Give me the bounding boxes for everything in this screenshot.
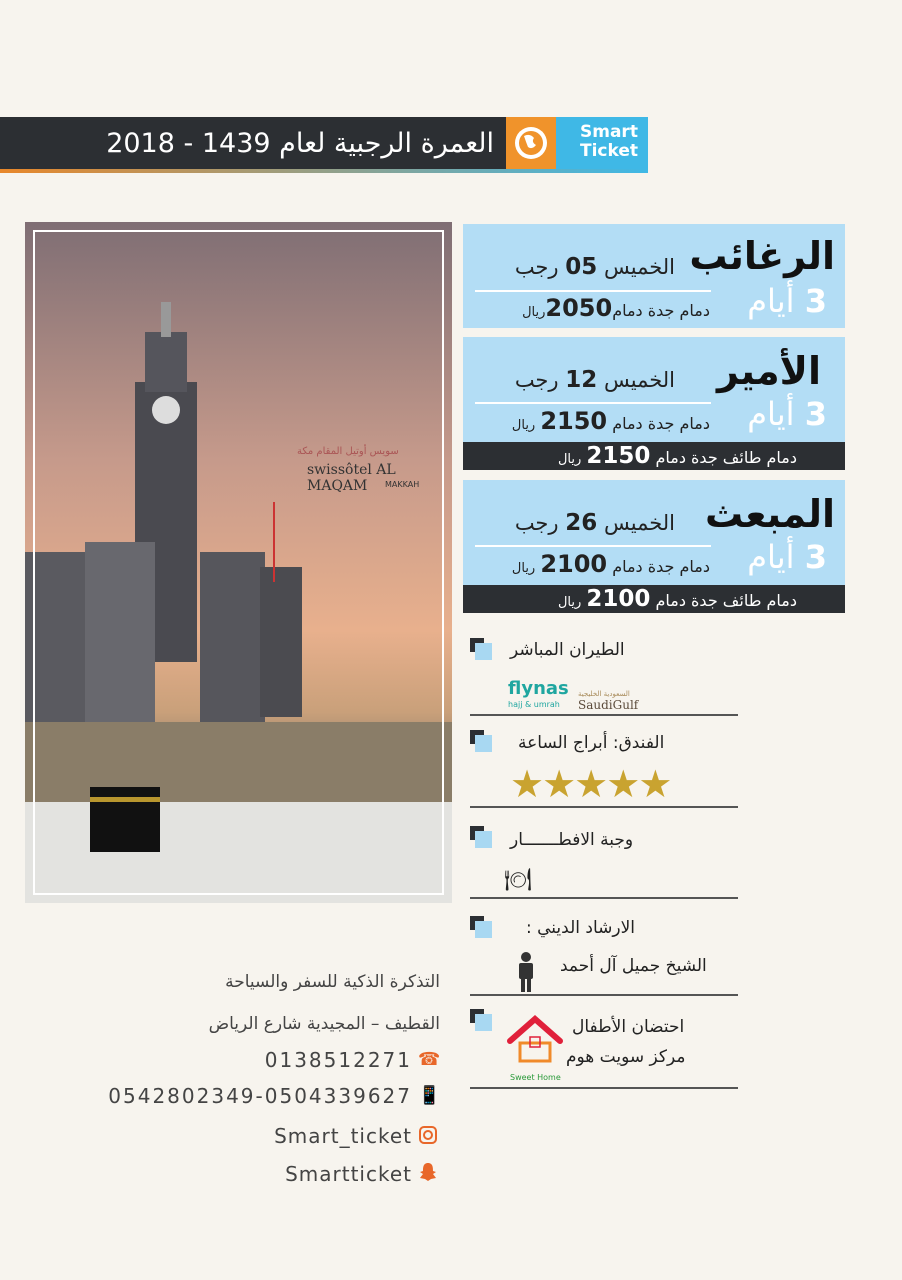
page-title: العمرة الرجبية لعام 1439 - 2018 xyxy=(106,127,494,159)
divider xyxy=(475,402,711,404)
star-icon: ★ xyxy=(574,762,607,806)
feature-title: الارشاد الديني : xyxy=(526,918,636,938)
mobile-chat-icon: 📱 xyxy=(418,1085,441,1106)
header-title-bar xyxy=(0,117,506,169)
feature-guide xyxy=(470,912,738,996)
package-price: دمام جدة دمام2050ريال xyxy=(522,294,710,322)
feature-title: الفندق: أبراج الساعة xyxy=(518,733,665,753)
package-card-alraghaib[interactable] xyxy=(463,224,845,328)
mobile-numbers[interactable]: 0542802349-0504339627 xyxy=(108,1084,412,1108)
brand-line1: Smart xyxy=(580,122,638,142)
package-name: الأمير xyxy=(717,349,821,393)
bullet-icon xyxy=(470,826,492,848)
package-price: دمام جدة دمام 2150 ريال xyxy=(511,407,710,435)
instagram-icon xyxy=(418,1126,438,1146)
package-duration: 3 أيام xyxy=(747,395,827,433)
flynas-sub: hajj & umrah xyxy=(508,700,560,709)
sweet-home-text: Sweet Home xyxy=(510,1073,561,1082)
photo-frame xyxy=(33,230,444,895)
instagram-handle[interactable]: Smart_ticket xyxy=(274,1124,412,1148)
bullet-icon xyxy=(470,638,492,660)
package-name: المبعث xyxy=(705,492,835,536)
star-icon: ★ xyxy=(542,762,575,806)
saudigulf-arabic: السعودية الخليجية xyxy=(578,690,630,698)
feature-hotel xyxy=(470,730,738,808)
feature-kids xyxy=(470,1005,738,1089)
package-date: الخميس 12 رجب xyxy=(514,367,675,393)
flynas-logo: flynas xyxy=(508,678,569,699)
divider xyxy=(475,290,711,292)
package-alt-price: دمام طائف جدة دمام 2100 ريال xyxy=(463,585,845,613)
package-date: الخميس 05 رجب xyxy=(514,254,675,280)
smart-ticket-logo xyxy=(556,117,648,169)
feature-meal xyxy=(470,822,738,899)
package-duration: 3 أيام xyxy=(747,282,827,320)
snapchat-handle[interactable]: Smartticket xyxy=(285,1162,412,1186)
hotel-arabic-name: سويس أوتيل المقام مكة xyxy=(297,446,399,457)
package-duration: 3 أيام xyxy=(747,538,827,576)
feature-flight xyxy=(470,638,738,716)
hotel-star-rating xyxy=(510,762,670,806)
phone-number[interactable]: 0138512271 xyxy=(264,1048,412,1072)
snapchat-icon xyxy=(418,1162,438,1182)
brand-line2: Ticket xyxy=(580,141,639,161)
feature-title: احتضان الأطفال xyxy=(572,1017,685,1037)
kids-center-name: مركز سويت هوم xyxy=(566,1047,686,1067)
star-icon: ★ xyxy=(606,762,639,806)
company-address: القطيف – المجيدية شارع الرياض xyxy=(208,1014,440,1034)
globe-icon xyxy=(506,117,556,169)
bullet-icon xyxy=(470,730,492,752)
cutlery-plate-icon: 🍽 xyxy=(504,868,532,893)
package-card-almabath[interactable] xyxy=(463,480,845,613)
package-alt-price: دمام طائف جدة دمام 2150 ريال xyxy=(463,442,845,470)
package-card-alameer[interactable] xyxy=(463,337,845,470)
package-name: الرغائب xyxy=(689,234,835,278)
divider xyxy=(475,545,711,547)
guide-name: الشيخ جميل آل أحمد xyxy=(560,956,707,976)
header-underline xyxy=(0,169,648,173)
telephone-icon: ☎ xyxy=(418,1049,441,1070)
star-icon: ★ xyxy=(638,762,671,806)
bullet-icon xyxy=(470,1009,492,1031)
bullet-icon xyxy=(470,916,492,938)
saudigulf-logo: SaudiGulf xyxy=(578,698,639,712)
person-icon xyxy=(516,952,536,992)
feature-title: وجبة الافطـــــــار xyxy=(510,830,634,850)
hotel-city: MAKKAH xyxy=(385,480,420,489)
sweet-home-logo xyxy=(506,1013,564,1071)
package-price: دمام جدة دمام 2100 ريال xyxy=(511,550,710,578)
hotel-english-name: swissôtel AL MAQAM xyxy=(307,462,396,494)
star-icon: ★ xyxy=(510,762,543,806)
makkah-clock-tower-photo xyxy=(25,222,452,903)
feature-title: الطيران المباشر xyxy=(510,640,625,660)
package-date: الخميس 26 رجب xyxy=(514,510,675,536)
company-name: التذكرة الذكية للسفر والسياحة xyxy=(225,972,440,992)
